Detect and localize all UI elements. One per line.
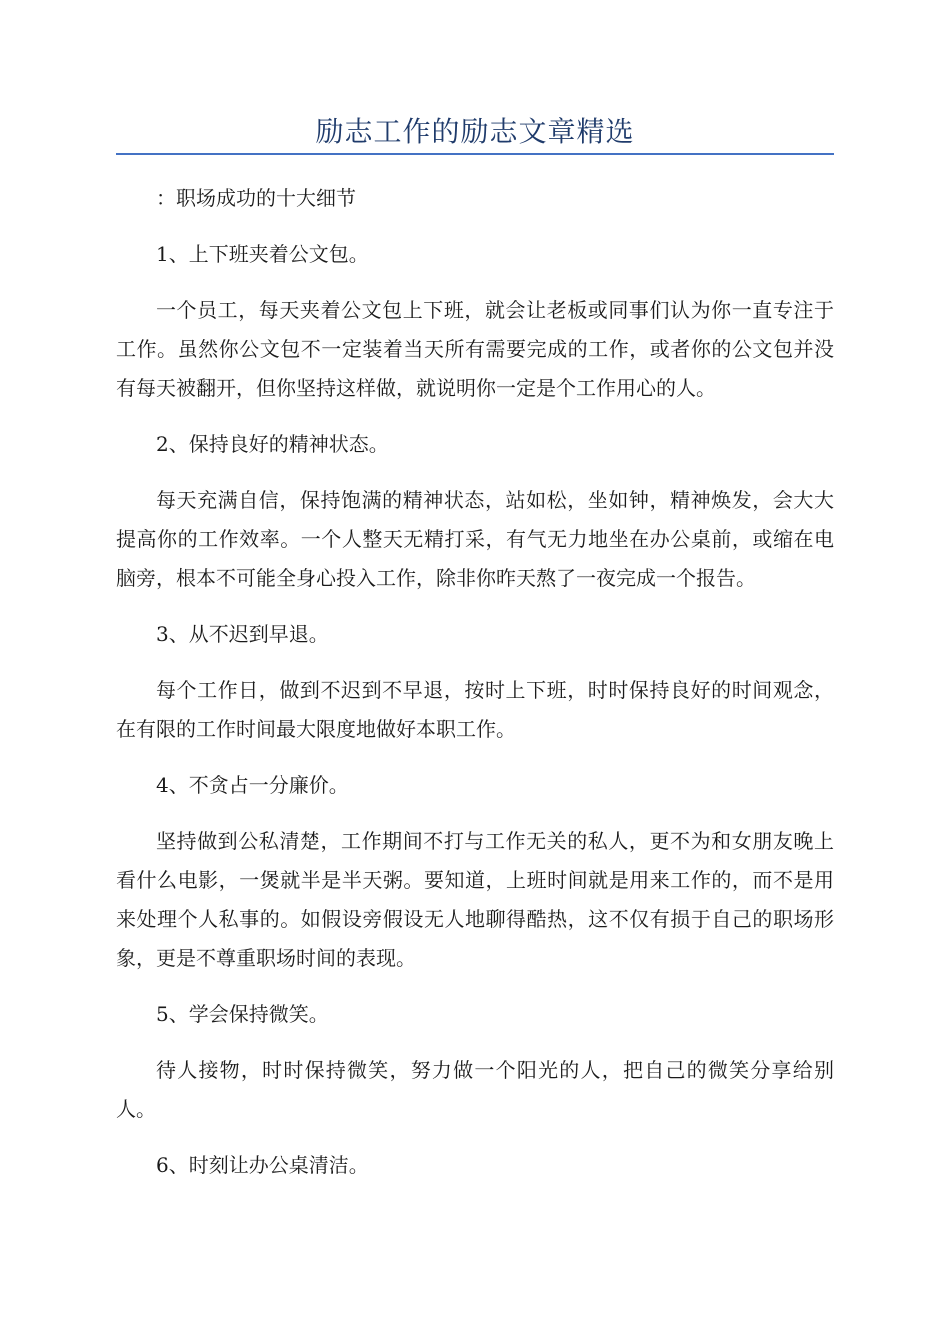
item-paragraph-3: 每个工作日，做到不迟到不早退，按时上下班，时时保持良好的时间观念，在有限的工作时间最大限度地做好本职工作。 bbox=[116, 678, 834, 741]
section-intro: ：职场成功的十大细节 bbox=[156, 186, 356, 210]
item-paragraph-4: 坚持做到公私清楚，工作期间不打与工作无关的私人，更不为和女朋友晚上看什么电影，一煲就半是半天粥。要知道，上班时间就是用来工作的，而不是用来处理个人私事的。如假设旁假设无人地聊得酷热，这不仅有损于自己的职场形象，更是不尊重职场时间的表现。 bbox=[116, 829, 834, 970]
title-underline bbox=[116, 153, 834, 155]
item-heading-6: 6、时刻让办公桌清洁。 bbox=[156, 1153, 369, 1177]
document-title: 励志工作的励志文章精选 bbox=[315, 115, 635, 148]
item-heading-4: 4、不贪占一分廉价。 bbox=[156, 773, 349, 797]
item-paragraph-2: 每天充满自信，保持饱满的精神状态，站如松，坐如钟，精神焕发，会大大提高你的工作效率。一个人整天无精打采，有气无力地坐在办公桌前，或缩在电脑旁，根本不可能全身心投入工作，除非你昨天熬了一夜完成一个报告。 bbox=[116, 488, 834, 590]
item-heading-5: 5、学会保持微笑。 bbox=[156, 1002, 329, 1026]
item-heading-2: 2、保持良好的精神状态。 bbox=[156, 432, 389, 456]
document-body bbox=[116, 179, 834, 1202]
item-heading-1: 1、上下班夹着公文包。 bbox=[156, 242, 369, 266]
item-heading-3: 3、从不迟到早退。 bbox=[156, 622, 329, 646]
item-paragraph-5: 待人接物，时时保持微笑，努力做一个阳光的人，把自己的微笑分享给别人。 bbox=[116, 1058, 834, 1121]
item-paragraph-1: 一个员工，每天夹着公文包上下班，就会让老板或同事们认为你一直专注于工作。虽然你公文包不一定装着当天所有需要完成的工作，或者你的公文包并没有每天被翻开，但你坚持这样做，就说明你一定是个工作用心的人。 bbox=[116, 298, 834, 400]
